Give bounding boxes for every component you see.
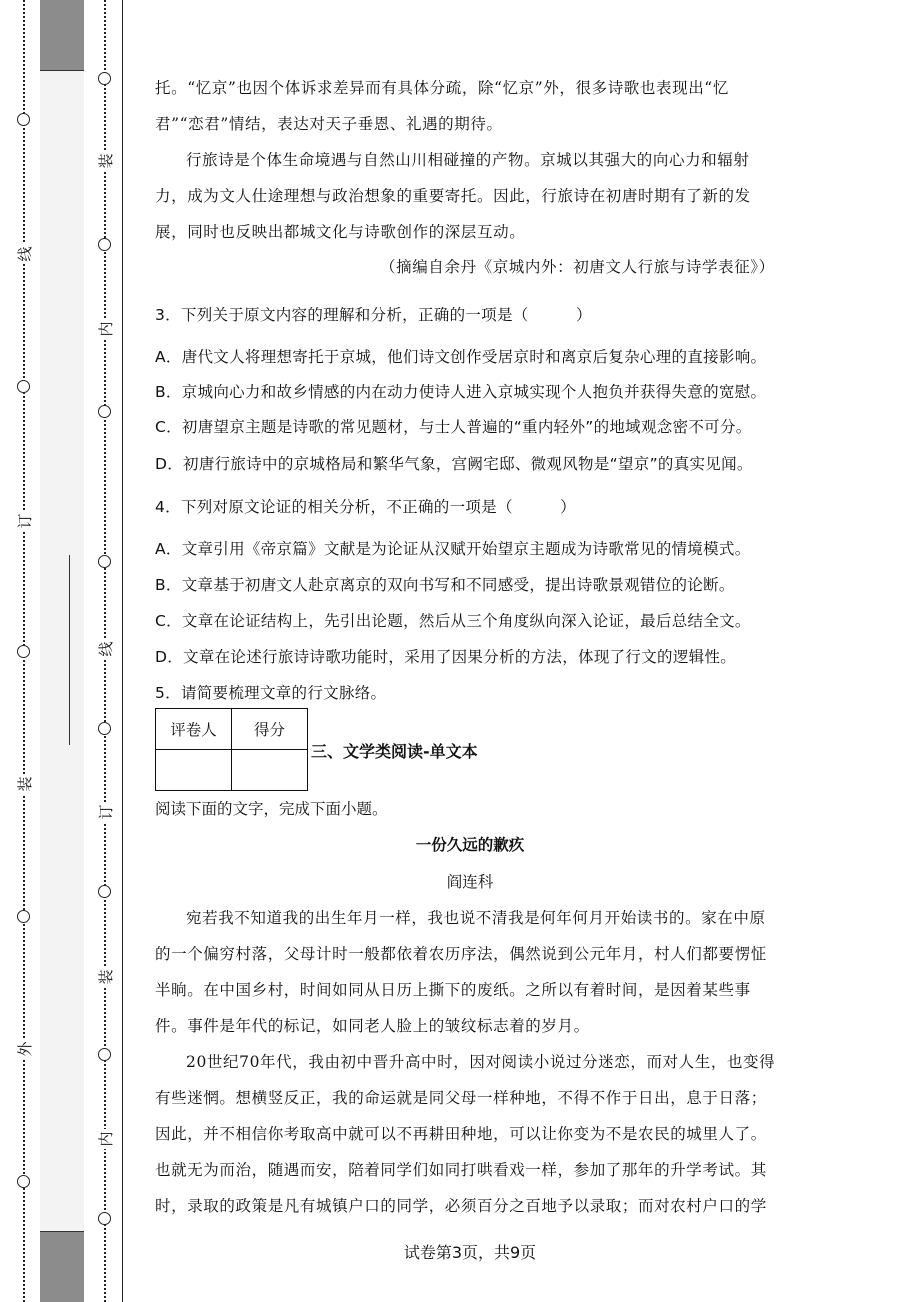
passage-one [155,70,775,250]
question-4-stem: 4．下列对原文论证的相关分析，不正确的一项是（ ） [155,498,576,516]
question-3-option-c: C．初唐望京主题是诗歌的常见题材，与士人普遍的“重内轻外”的地域观念密不可分。 [155,418,752,436]
section-instruction: 阅读下面的文字，完成下面小题。 [155,800,388,818]
question-4-option-d: D．文章在论述行旅诗诗歌功能时，采用了因果分析的方法，体现了行文的逻辑性。 [155,648,737,666]
inner-label: 内 [97,1129,115,1149]
story-title: 一份久远的歉疚 [415,835,525,854]
score-table-grader-header: 评卷人 [156,709,232,750]
section-title: 三、文学类阅读-单文本 [311,742,478,761]
story-author: 阎连科 [446,873,494,891]
binding-hole [98,1048,111,1061]
binding-hole [98,238,111,251]
question-3-option-a: A．唐代文人将理想寄托于京城，他们诗文创作受居京时和离京后复杂心理的直接影响。 [155,348,767,366]
question-3-option-b: B．京城向心力和故乡情感的内在动力使诗人进入京城实现个人抱负并获得失意的宽慰。 [155,383,767,401]
inner-label: 内 [97,319,115,339]
score-table-score-header: 得分 [232,709,308,750]
story-paragraph: 20世纪70年代，我由初中晋升高中时，因对阅读小说过分迷恋，而对人生，也变得有些迷惘。想横竖反正，我的命运就是同父母一样种地，不得不作于日出，息于日落；因此，并不相信你考取高中就可以不再耕田种地，可以让你变为不是农民的城里人了。也就无为而治，随遇而安，陪着同学们如同打哄看戏一样，参加了那年的升学考试。其时，录取的政策是凡有城镇户口的同学，必须百分之百地予以录取；而对农村户口的学 [155,1053,776,1215]
inner-label: 装 [97,151,115,171]
binding-hole [98,722,111,735]
binding-hole [98,555,111,568]
outer-label-pack: 装 [16,774,34,794]
question-3-option-d: D．初唐行旅诗中的京城格局和繁华气象，宫阙宅邸、微观风物是“望京”的真实见闻。 [155,455,753,473]
binding-gray-strip [40,0,84,1302]
citation: （摘编自余丹《京城内外：初唐文人行旅与诗学表征》） [380,258,775,276]
binding-hole [17,380,30,393]
outer-label-line: 线 [16,244,34,264]
binding-hole [17,910,30,923]
question-3-stem: 3．下列关于原文内容的理解和分析，正确的一项是（ ） [155,306,592,324]
inner-label: 装 [97,967,115,987]
question-5-stem: 5．请简要梳理文章的行文脉络。 [155,684,387,702]
outer-label-outside: 外 [16,1039,34,1059]
score-table [155,708,308,791]
question-4-option-a: A．文章引用《帝京篇》文献是为论证从汉赋开始望京主题成为诗歌常见的情境模式。 [155,540,751,558]
score-table-score-cell[interactable] [232,750,308,791]
binding-hole [17,645,30,658]
story-paragraph: 宛若我不知道我的出生年月一样，我也说不清我是何年何月开始读书的。家在中原的一个偏穷村落，父母计时一般都依着农历序法，偶然说到公元年月，村人们都要愣怔半晌。在中国乡村，时间如同从日历上撕下的废纸。之所以有着时间，是因着某些事件。事件是年代的标记，如同老人脸上的皱纹标志着的岁月。 [155,909,767,1035]
outer-label-bind: 订 [16,511,34,531]
binding-hole [17,113,30,126]
story-body [155,900,780,1224]
question-4-option-c: C．文章在论证结构上，先引出论题，然后从三个角度纵向深入论证，最后总结全文。 [155,612,751,630]
passage-paragraph: 托。“忆京”也因个体诉求差异而有具体分疏，除“忆京”外，很多诗歌也表现出“忆君”“恋君”情结，表达对天子垂恩、礼遇的期待。 [155,79,729,133]
binding-inner-strip [84,0,123,1302]
inner-label: 订 [97,802,115,822]
question-4-option-b: B．文章基于初唐文人赴京离京的双向书写和不同感受，提出诗歌景观错位的论断。 [155,576,735,594]
binding-hole [98,405,111,418]
score-table-grader-cell[interactable] [156,750,232,791]
page-footer: 试卷第3页，共9页 [403,1243,537,1262]
binding-cut-line [69,555,70,745]
binding-outer-strip [0,0,40,1302]
inner-label: 线 [97,639,115,659]
binding-hole [98,72,111,85]
passage-paragraph: 行旅诗是个体生命境遇与自然山川相碰撞的产物。京城以其强大的向心力和辐射力，成为文人仕途理想与政治想象的重要寄托。因此，行旅诗在初唐时期有了新的发展，同时也反映出都城文化与诗歌创作的深层互动。 [155,151,751,241]
binding-hole [17,1175,30,1188]
binding-hole [98,1212,111,1225]
binding-white-panel [40,70,84,1232]
